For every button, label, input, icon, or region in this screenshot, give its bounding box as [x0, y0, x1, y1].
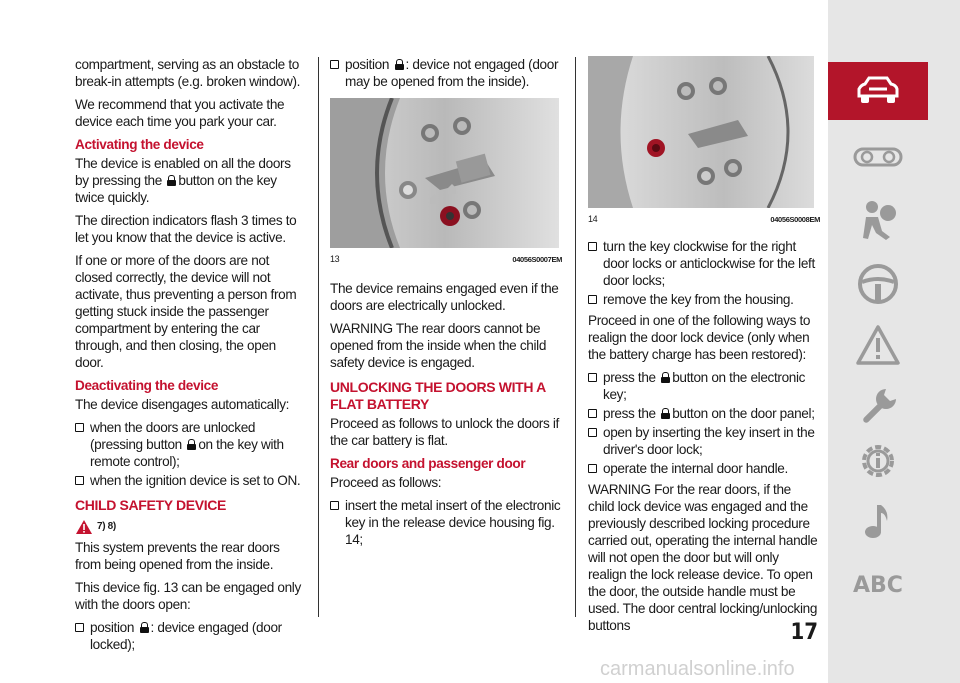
nav-multimedia[interactable]: [828, 492, 928, 550]
heading-unlocking: UNLOCKING THE DOORS WITH A FLAT BATTERY: [330, 379, 546, 412]
paragraph: Proceed as follows to unlock the doors if the car battery is flat.: [330, 416, 559, 448]
nav-warning-lights[interactable]: [828, 316, 928, 374]
paragraph: We recommend that you activate the device each time you park your car.: [75, 97, 285, 129]
paragraph: Proceed in one of the following ways to realign the door lock device (only when the battery charge has been restored):: [588, 313, 811, 362]
release-device-illustration: [588, 56, 814, 208]
chapter-sidebar: [828, 0, 960, 683]
heading-activating: Activating the device: [75, 137, 204, 152]
list-item: position : device engaged (door locked);: [75, 619, 307, 653]
bullet-icon: [75, 623, 84, 632]
lock-icon: [140, 622, 149, 633]
column-2: [330, 56, 562, 550]
nav-servicing[interactable]: [828, 432, 928, 490]
nav-emergency[interactable]: [828, 378, 928, 436]
bullet-icon: [588, 242, 597, 251]
list-item: remove the key from the housing.: [588, 291, 820, 308]
bullet-icon: [588, 295, 597, 304]
warning-triangle-icon: [855, 324, 901, 366]
paragraph: The direction indicators flash 3 times to let you know that the device is active.: [75, 213, 297, 245]
list-item: position : device not engaged (door may be opened from the inside).: [330, 56, 562, 90]
list-item: turn the key clockwise for the right door locks or anticlockwise for the left door locks;: [588, 238, 820, 289]
bullet-icon: [75, 423, 84, 432]
settings-gear-icon: [856, 439, 900, 483]
warning-triangle-icon: [75, 519, 93, 535]
heading-deactivating: Deactivating the device: [75, 378, 219, 393]
list-item: operate the internal door handle.: [588, 460, 820, 477]
steering-wheel-icon: [856, 262, 900, 306]
gauges-icon: [853, 145, 903, 169]
page-number: 17: [790, 620, 818, 645]
paragraph: This system prevents the rear doors from being opened from the inside.: [75, 540, 280, 572]
bullet-icon: [330, 501, 339, 510]
paragraph: The device remains engaged even if the doors are electrically unlocked.: [330, 281, 559, 313]
nav-car[interactable]: [828, 62, 928, 120]
column-divider: [575, 57, 576, 617]
paragraph: compartment, serving as an obstacle to break-in attempts (e.g. broken window).: [75, 57, 301, 89]
nav-index[interactable]: [828, 556, 928, 614]
column-divider: [318, 57, 319, 617]
child-lock-illustration: [330, 98, 559, 248]
list-item: when the ignition device is set to ON.: [75, 472, 307, 489]
column-1: [75, 56, 307, 655]
bullet-icon: [330, 60, 339, 69]
paragraph: The device disengages automatically:: [75, 397, 290, 412]
figure-13-photo: [330, 98, 559, 248]
lock-icon: [167, 175, 176, 186]
heading-child-safety: CHILD SAFETY DEVICE: [75, 497, 227, 513]
bullet-icon: [588, 428, 597, 437]
bullet-icon: [588, 373, 597, 382]
airbag-person-icon: [858, 197, 898, 241]
heading-rear-doors: Rear doors and passenger door: [330, 456, 526, 471]
list-item: open by inserting the key insert in the driver's door lock;: [588, 424, 820, 458]
bullet-icon: [588, 464, 597, 473]
wrench-icon: [856, 385, 900, 429]
paragraph: The device is enabled on all the doors by pressing the button on the key twice quickly.: [75, 156, 291, 205]
paragraph: Proceed as follows:: [330, 475, 442, 490]
nav-safety[interactable]: [828, 190, 928, 248]
figure-14-photo: [588, 56, 814, 208]
bullet-icon: [75, 476, 84, 485]
list-item: press the button on the electronic key;: [588, 369, 820, 403]
paragraph: WARNING For the rear doors, if the child lock device was engaged and the previously described locking procedure carried out, operating the internal handle will not open the door but will only realign the lock release device. To open the door, the outside handle must be used. The door central locking/unlocking buttons: [588, 482, 818, 633]
bullet-icon: [588, 409, 597, 418]
nav-instruments[interactable]: [828, 128, 928, 186]
abc-index-icon: ABC: [853, 572, 903, 598]
music-note-icon: [863, 501, 893, 541]
column-3: [588, 56, 820, 640]
nav-starting-driving[interactable]: [828, 255, 928, 313]
paragraph: WARNING The rear doors cannot be opened from the inside when the child safety device is engaged.: [330, 321, 547, 370]
lock-icon: [187, 439, 196, 450]
paragraph: This device fig. 13 can be engaged only with the doors open:: [75, 580, 301, 612]
list-item: press the button on the door panel;: [588, 405, 820, 422]
unlock-icon: [395, 59, 404, 70]
warning-reference: 7) 8): [75, 518, 116, 535]
lock-icon: [661, 408, 670, 419]
watermark: carmanualsonline.info: [600, 658, 795, 680]
list-item: insert the metal insert of the electronic key in the release device housing fig. 14;: [330, 497, 562, 548]
lock-icon: [661, 372, 670, 383]
paragraph: If one or more of the doors are not closed correctly, the device will not activate, thus preventing a person from getting stuck inside the passenger compartment by entering the car through, and then closing, the open door.: [75, 253, 297, 370]
figure-caption: 13 04056S0007EM: [330, 254, 562, 264]
figure-caption: 14 04056S0008EM: [588, 214, 820, 224]
list-item: when the doors are unlocked (pressing button on the key with remote control);: [75, 419, 307, 470]
car-icon: [855, 76, 901, 106]
